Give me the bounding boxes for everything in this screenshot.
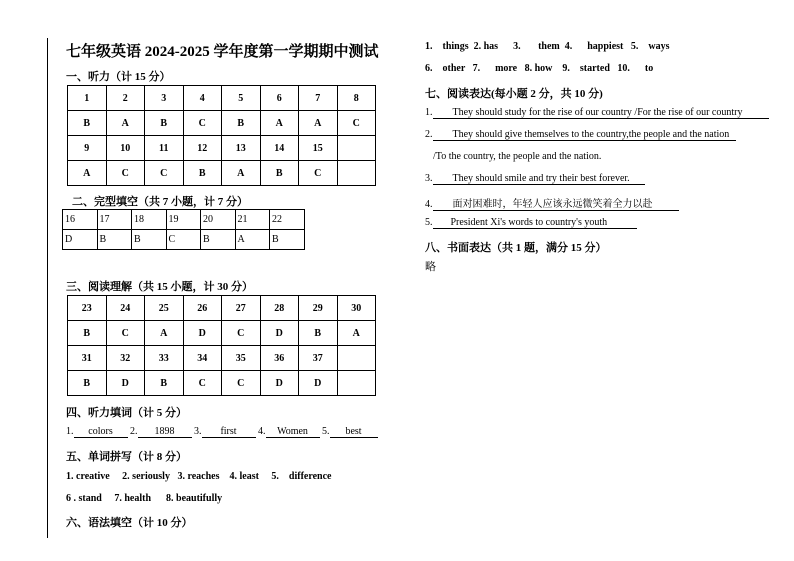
table-cell: 6 <box>260 86 299 111</box>
expression-answer-1 <box>425 107 769 119</box>
table-cell: B <box>145 111 184 136</box>
answer-num: 3. <box>425 173 433 184</box>
table-cell: 26 <box>183 296 222 321</box>
writing-body: 略 <box>425 261 436 273</box>
table-row <box>68 346 376 371</box>
table-cell: 15 <box>299 136 338 161</box>
answer-text: They should smile and try their best forever. <box>433 173 645 185</box>
table-cell: 12 <box>183 136 222 161</box>
margin-line <box>47 38 48 538</box>
table-cell: B <box>201 230 236 250</box>
expression-answer-3 <box>425 173 645 185</box>
answer-text: 面对困难时，年轻人应该永远微笑着全力以赴 <box>433 195 679 211</box>
grammar-heading: 六、语法填空（计 10 分） <box>66 517 193 529</box>
table-cell: 18 <box>132 210 167 230</box>
table-cell: 5 <box>222 86 261 111</box>
table-cell: 35 <box>222 346 261 371</box>
page-title: 七年级英语 2024-2025 学年度第一学期期中测试 <box>66 44 379 60</box>
cloze-heading: 二、完型填空（共 7 小题，计 7 分） <box>72 196 248 208</box>
grammar-line-1: 1. things 2. has 3. them 4. happiest 5. ways <box>425 41 670 52</box>
answer-text: President Xi's words to country's youth <box>433 217 637 229</box>
answer-num: 2. <box>425 129 433 140</box>
table-cell: D <box>260 371 299 396</box>
table-cell: A <box>337 321 376 346</box>
table-cell: 29 <box>299 296 338 321</box>
grammar-line-2: 6. other 7. more 8. how 9. started 10. to <box>425 63 654 74</box>
table-cell: C <box>106 161 145 186</box>
table-cell: 25 <box>145 296 184 321</box>
table-cell: 13 <box>222 136 261 161</box>
table-cell: D <box>260 321 299 346</box>
table-cell: B <box>270 230 305 250</box>
expression-answer-2b: /To the country, the people and the nation. <box>433 151 602 162</box>
table-cell: 7 <box>299 86 338 111</box>
table-cell: 16 <box>63 210 98 230</box>
writing-heading: 八、书面表达（共 1 题，满分 15 分） <box>425 242 607 254</box>
table-row <box>68 136 376 161</box>
table-cell: C <box>145 161 184 186</box>
table-cell: D <box>106 371 145 396</box>
answer-blank: first <box>202 426 256 438</box>
table-row <box>63 230 305 250</box>
table-row <box>68 321 376 346</box>
table-cell: B <box>68 111 107 136</box>
table-cell: B <box>222 111 261 136</box>
table-cell: C <box>222 321 261 346</box>
table-cell: A <box>145 321 184 346</box>
table-cell: 19 <box>166 210 201 230</box>
answer-text: They should study for the rise of our country /For the rise of our country <box>433 107 769 119</box>
table-cell: B <box>132 230 167 250</box>
table-cell: C <box>222 371 261 396</box>
table-cell: D <box>299 371 338 396</box>
table-cell: 30 <box>337 296 376 321</box>
answer-num: 5. <box>322 426 330 437</box>
table-cell: 31 <box>68 346 107 371</box>
table-cell: A <box>222 161 261 186</box>
table-cell: 17 <box>97 210 132 230</box>
answer-text: They should give themselves to the country,the people and the nation <box>433 129 736 141</box>
table-cell: 32 <box>106 346 145 371</box>
table-cell: B <box>68 371 107 396</box>
listening-tbody <box>68 86 376 186</box>
spelling-line-2: 6 . stand 7. health 8. beautifully <box>66 493 223 504</box>
table-cell: 8 <box>337 86 376 111</box>
answer-num: 5. <box>425 217 433 228</box>
answer-blank: Women <box>266 426 320 438</box>
table-cell: C <box>106 321 145 346</box>
answer-blank: colors <box>74 426 128 438</box>
expression-heading: 七、阅读表达(每小题 2 分，共 10 分) <box>425 88 603 100</box>
table-cell: 11 <box>145 136 184 161</box>
table-cell: B <box>260 161 299 186</box>
table-row <box>63 210 305 230</box>
table-cell: 10 <box>106 136 145 161</box>
table-cell: A <box>260 111 299 136</box>
table-cell: A <box>299 111 338 136</box>
table-cell <box>337 346 376 371</box>
expression-answer-4 <box>425 195 679 211</box>
dictation-answers <box>66 426 378 438</box>
table-cell: A <box>68 161 107 186</box>
table-cell <box>337 136 376 161</box>
table-cell: 34 <box>183 346 222 371</box>
spelling-heading: 五、单词拼写（计 8 分） <box>66 451 187 463</box>
table-cell: 14 <box>260 136 299 161</box>
answer-num: 2. <box>130 426 138 437</box>
reading-tbody <box>68 296 376 396</box>
table-cell: A <box>235 230 270 250</box>
table-cell: 27 <box>222 296 261 321</box>
table-cell: B <box>145 371 184 396</box>
table-cell <box>337 161 376 186</box>
table-cell: A <box>106 111 145 136</box>
reading-heading: 三、阅读理解（共 15 小题，计 30 分） <box>66 281 253 293</box>
table-cell: 33 <box>145 346 184 371</box>
listening-heading: 一、听力（计 15 分） <box>66 71 171 83</box>
table-cell: 4 <box>183 86 222 111</box>
table-cell: 3 <box>145 86 184 111</box>
table-cell <box>337 371 376 396</box>
table-cell: C <box>337 111 376 136</box>
cloze-tbody <box>63 210 305 250</box>
answer-num: 3. <box>194 426 202 437</box>
reading-table <box>67 295 376 396</box>
answer-num: 1. <box>66 426 74 437</box>
table-cell: 36 <box>260 346 299 371</box>
table-cell: 1 <box>68 86 107 111</box>
table-row <box>68 111 376 136</box>
table-cell: C <box>166 230 201 250</box>
spelling-line-1: 1. creative 2. seriously 3. reaches 4. least 5. difference <box>66 471 332 482</box>
cloze-table <box>62 209 305 250</box>
table-cell: 2 <box>106 86 145 111</box>
answer-num: 4. <box>425 199 433 210</box>
answer-blank: 1898 <box>138 426 192 438</box>
table-cell: D <box>183 321 222 346</box>
table-cell: 28 <box>260 296 299 321</box>
table-cell: 24 <box>106 296 145 321</box>
table-cell: D <box>63 230 98 250</box>
dictation-heading: 四、听力填词（计 5 分） <box>66 407 187 419</box>
table-cell: 21 <box>235 210 270 230</box>
table-row <box>68 371 376 396</box>
answer-blank: best <box>330 426 378 438</box>
expression-answer-2 <box>425 129 736 141</box>
table-cell: B <box>97 230 132 250</box>
table-cell: B <box>299 321 338 346</box>
table-cell: C <box>183 111 222 136</box>
table-cell: C <box>299 161 338 186</box>
table-cell: 22 <box>270 210 305 230</box>
listening-table <box>67 85 376 186</box>
table-row <box>68 296 376 321</box>
answer-num: 4. <box>258 426 266 437</box>
table-cell: 37 <box>299 346 338 371</box>
table-cell: 9 <box>68 136 107 161</box>
answer-num: 1. <box>425 107 433 118</box>
table-cell: 20 <box>201 210 236 230</box>
table-cell: C <box>183 371 222 396</box>
table-cell: B <box>183 161 222 186</box>
table-row <box>68 86 376 111</box>
expression-answer-5 <box>425 217 637 229</box>
table-cell: 23 <box>68 296 107 321</box>
table-cell: B <box>68 321 107 346</box>
table-row <box>68 161 376 186</box>
